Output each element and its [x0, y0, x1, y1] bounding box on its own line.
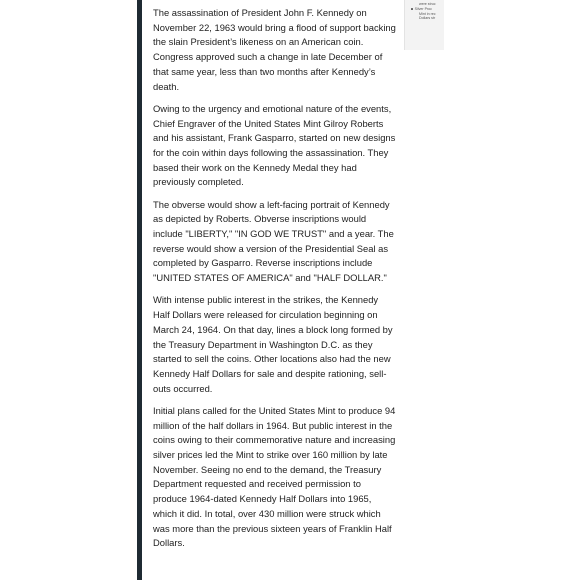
sidebar-bullet-label: Silver Proc: [414, 6, 432, 11]
article-paragraph-1: The assassination of President John F. Kennedy on November 22, 1963 would bring a flood of support backing the slain President’s likeness on an American coin. Congress approved such a change in late December of that same year, less than two months after Kennedy’s death.: [153, 7, 396, 92]
sidebar-text: [411, 2, 444, 21]
left-border-rule: [137, 0, 142, 580]
article-paragraph-5: Initial plans called for the United States Mint to produce 94 million of the half dollars in 1964. But public interest in the coins owing to their commemorative nature and increasing silver prices led the Mint to strike over 160 million by late November. Seeing no end to the demand, the Treasury Department requested and received permission to produce 1964-dated Kennedy Half Dollars into 1965, which it did. In total, over 430 million were struck which was more than the previous sixteen years of Franklin Half Dollars.: [153, 404, 396, 549]
sidebar-line-3: Dollars str: [419, 16, 436, 21]
article-body: [153, 6, 397, 559]
sidebar-panel: [404, 0, 444, 50]
article-paragraph-4: With intense public interest in the strikes, the Kennedy Half Dollars were released for circulation beginning on March 24, 1964. On that day, lines a block long formed by the Treasury Department in Washington D.C. as they started to sell the coins. Other locations also had the new Kennedy Half Dollars for sale and despite rationing, sell-outs occurred.: [153, 294, 393, 394]
sidebar-line-top: were struc: [419, 2, 436, 6]
article-paragraph-3: The obverse would show a left-facing portrait of Kennedy as depicted by Roberts. Obverse inscriptions would include "LIBERTY," "IN GOD WE TRUST" and a year. The reverse would show a version of the Presidential Seal as completed by Gasparro. Reverse inscriptions include "UNITED STATES OF AMERICA" and "HALF DOLLAR.": [153, 198, 394, 284]
sidebar-line-2: Mint in rec: [419, 11, 436, 16]
article-paragraph-2: Owing to the urgency and emotional nature of the events, Chief Engraver of the United States Mint Gilroy Roberts and his assistant, Frank Gasparro, started on new designs for the coin within days following the assassination. They based their work on the Kennedy Medal they had previously completed.: [153, 102, 396, 188]
bullet-icon: [411, 8, 413, 10]
